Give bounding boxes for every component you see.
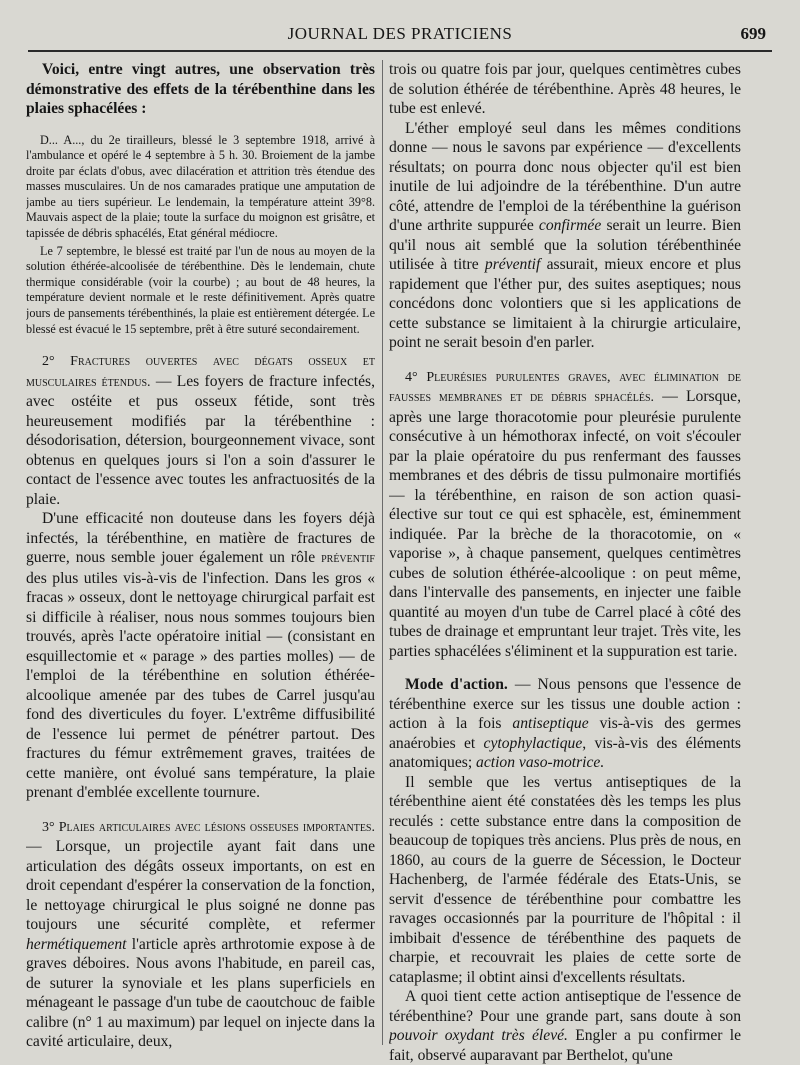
section-4-heading: 4° Pleurésies purulentes graves, avec élimination de fausses membranes et de débris sphacélés. bbox=[389, 369, 741, 405]
intro-paragraph: Voici, entre vingt autres, une observation très démonstrative des effets de la térébenthine dans les plaies sphacélées : bbox=[26, 61, 375, 117]
ether-text-b: serait un leurre. Bien qu'il nous ait semblé que la solution térébenthinée utilisée à titre bbox=[389, 217, 741, 273]
ether-text-c: assurait, mieux encore et plus rapidement que l'éther pur, des suites aseptiques; nous concédons donc volontiers que si les applications de cette substance se limitaient à la chirurgie articulaire, point ne serait besoin d'en parler. bbox=[389, 256, 741, 351]
page-number: 699 bbox=[740, 24, 766, 43]
ether-italic-2: préventif bbox=[484, 256, 541, 273]
section-2-p2-text-b: des plus utiles vis-à-vis de l'infection. Dans les gros « fracas » osseux, dont le nettoyage chirurgical parfait est si difficile à réaliser, nous nous sommes toujours bien trouvés, après l'acte opératoire initial — (consistant en esquillectomie et « parage » des parties molles) — de l'emploi de la térébenthine en solution éthérée-alcoolique amenée par des tubes de Carrel jusqu'au fond des diverticules du foyer. L'extrême diffusibilité de l'essence lui permet de pénétrer partout. Des fractures du fémur extrêmement graves, traitées de cette manière, ont évolué sans température, la plaie prenant d'emblée excellente tournure. bbox=[26, 569, 375, 802]
observation-paragraph-1: D... A..., du 2e tirailleurs, blessé le 3 septembre 1918, arrivé à l'ambulance et opéré le 4 septembre à 5 h. 30. Broiement de la jambe droite par éclats d'obus, avec dilacération et attrition très étendue des masses musculaires. Un de nos camarades pratique une amputation de jambe au tiers supérieur. Le lendemain, la température atteint 39°8. Mauvais aspect de la plaie; toute la surface du moignon est grisâtre, et tapissée de débris sphacélés, Etat général médiocre. bbox=[26, 132, 375, 241]
section-3-text-b: l'article après arthrotomie expose à de graves déboires. Nous avons l'habitude, en pareil cas, de suturer la synoviale et les plans superficiels en ménageant le passage d'un tube de caoutchouc de faible calibre (n° 1 au maximum) par lequel on injecte dans la cavité articulaire, deux, bbox=[26, 935, 375, 1051]
section-4-text: — Lorsque, après une large thoracotomie pour pleurésie purulente consécutive à un hémothorax infecté, on voit s'écouler par la plaie opératoire du pus renfermant des fausses membranes et des débris de tissu pulmonaire mortifiés — la térébenthine, en raison de son action quasi-élective sur tout ce qui est sphacèle, est, éminemment indiquée. Par la brèche de la thoracotomie, on « vaporise », à chaque pansement, quelques centimètres cubes de solution éthérée-alcoolique : on peut même, dans l'intervalle des pansements, en injecter une faible quantité au moyen d'un tube de Carrel placé à côté des tubes de drainage et empruntant leur trajet. Très vite, les parties sphacélées s'éliminent et la suppuration est tarie. bbox=[389, 388, 741, 660]
last-text-b: Engler a pu confirmer le fait, observé auparavant par Berthelot, qu'une bbox=[389, 1027, 741, 1064]
mode-action-paragraph bbox=[389, 675, 741, 773]
section-3-italic: hermétiquement bbox=[26, 935, 127, 953]
observation-paragraph-2: Le 7 septembre, le blessé est traité par l'un de nous au moyen de la solution éthérée-alcoolisée de térébenthine. Dès le lendemain, chute thermique considérable (voir la courbe) ; au bout de 48 heures, la température devient normale et le reste définitivement. Après quatre jours de pansements térébenthinés, la plaie est entièrement détergée. Le blessé est évacué le 15 septembre, prêt à être suturé secondairement. bbox=[26, 243, 375, 336]
mode-italic-2: cytophylactique bbox=[483, 734, 583, 752]
section-3-paragraph bbox=[26, 817, 375, 1052]
continuation-paragraph: trois ou quatre fois par jour, quelques centimètres cubes de solution éthérée de térébenthine. Après 48 heures, le tube est enlevé. bbox=[389, 61, 741, 117]
ether-text-a: L'éther employé seul dans les mêmes conditions donne — nous le savons par expérience — d'excellents résultats; on pourra donc nous objecter qu'il est bien inutile de lui adjoindre de la térébenthine. D'un autre côté, attendre de l'emploi de la térébenthine la guérison d'une arthrite suppurée bbox=[389, 119, 741, 234]
left-column bbox=[26, 60, 375, 1052]
mode-text-b: vis-à-vis des germes anaérobies et bbox=[389, 715, 741, 752]
journal-title: JOURNAL DES PRATICIENS bbox=[287, 24, 513, 43]
section-2-p2-text-a: D'une efficacité non douteuse dans les foyers déjà infectés, la térébenthine, en matière de fractures de guerre, nous semble jouer également un rôle bbox=[26, 510, 375, 567]
header-rule bbox=[28, 50, 772, 52]
section-2-text: — Les foyers de fracture infectés, avec ostéite et pus osseux fétide, sont très heureusement modifiés par la térébenthine : désodorisation, détersion, bourgeonnement vivace, sont obtenus en quelques jours si l'on a soin d'assurer le contact de l'essence avec toutes les anfractuosités de la plaie. bbox=[26, 372, 375, 508]
mode-italic-1: antiseptique bbox=[512, 715, 589, 732]
section-4-paragraph bbox=[389, 367, 741, 662]
mode-italic-3: action vaso-motrice. bbox=[476, 754, 605, 771]
last-italic: pouvoir oxydant très élevé. bbox=[389, 1027, 568, 1044]
ether-italic-1: confirmée bbox=[538, 217, 602, 234]
last-text-a: A quoi tient cette action antiseptique de l'essence de térébenthine? Pour une grande part, sans doute à son bbox=[389, 988, 741, 1025]
mode-text-a: — Nous pensons que l'essence de térébenthine exerce sur les tissus une double action : action à la fois bbox=[389, 676, 741, 732]
section-3-heading: 3° Plaies articulaires avec lésions osseuses importantes. bbox=[42, 819, 375, 835]
ether-paragraph bbox=[389, 119, 741, 353]
column-divider bbox=[382, 60, 383, 1045]
right-column bbox=[389, 60, 741, 1065]
page-header bbox=[28, 20, 772, 48]
history-paragraph: Il semble que les vertus antiseptiques de la térébenthine aient été constatées dès les temps les plus reculés : cette substance entre dans la composition de beaucoup de topiques très anciens. Plus près de nous, en 1860, au cours de la guerre de Sécession, le Docteur Hachenberg, de l'armée fédérale des Etats-Unis, se servit d'essence de térébenthine pour combattre les ravages occasionnés par la pourriture de l'hôpital : il imbibait d'essence de térébenthine des paquets de charpie, et recouvrait les plaies de cette sorte de cataplasme; il obtint ainsi d'excellents résultats. bbox=[389, 773, 741, 986]
section-2-p2-smallcaps: préventif bbox=[321, 551, 375, 567]
section-2-paragraph-2 bbox=[26, 509, 375, 803]
section-2-paragraph bbox=[26, 351, 375, 509]
section-3-text-a: — Lorsque, un projectile ayant fait dans une articulation des dégâts osseux importants, on est en droit cependant d'espérer la conservation de la fonction, le nettoyage chirurgical le plus soigné ne donne pas toujours une sécurité complète, et refermer bbox=[26, 838, 375, 934]
mode-action-heading: Mode d'action. bbox=[405, 676, 508, 693]
last-paragraph bbox=[389, 987, 741, 1065]
section-2-heading: 2° Fractures ouvertes avec dégats osseux et musculaires étendus. bbox=[26, 354, 375, 390]
mode-text-c: , vis-à-vis des éléments anatomiques; bbox=[389, 734, 741, 771]
